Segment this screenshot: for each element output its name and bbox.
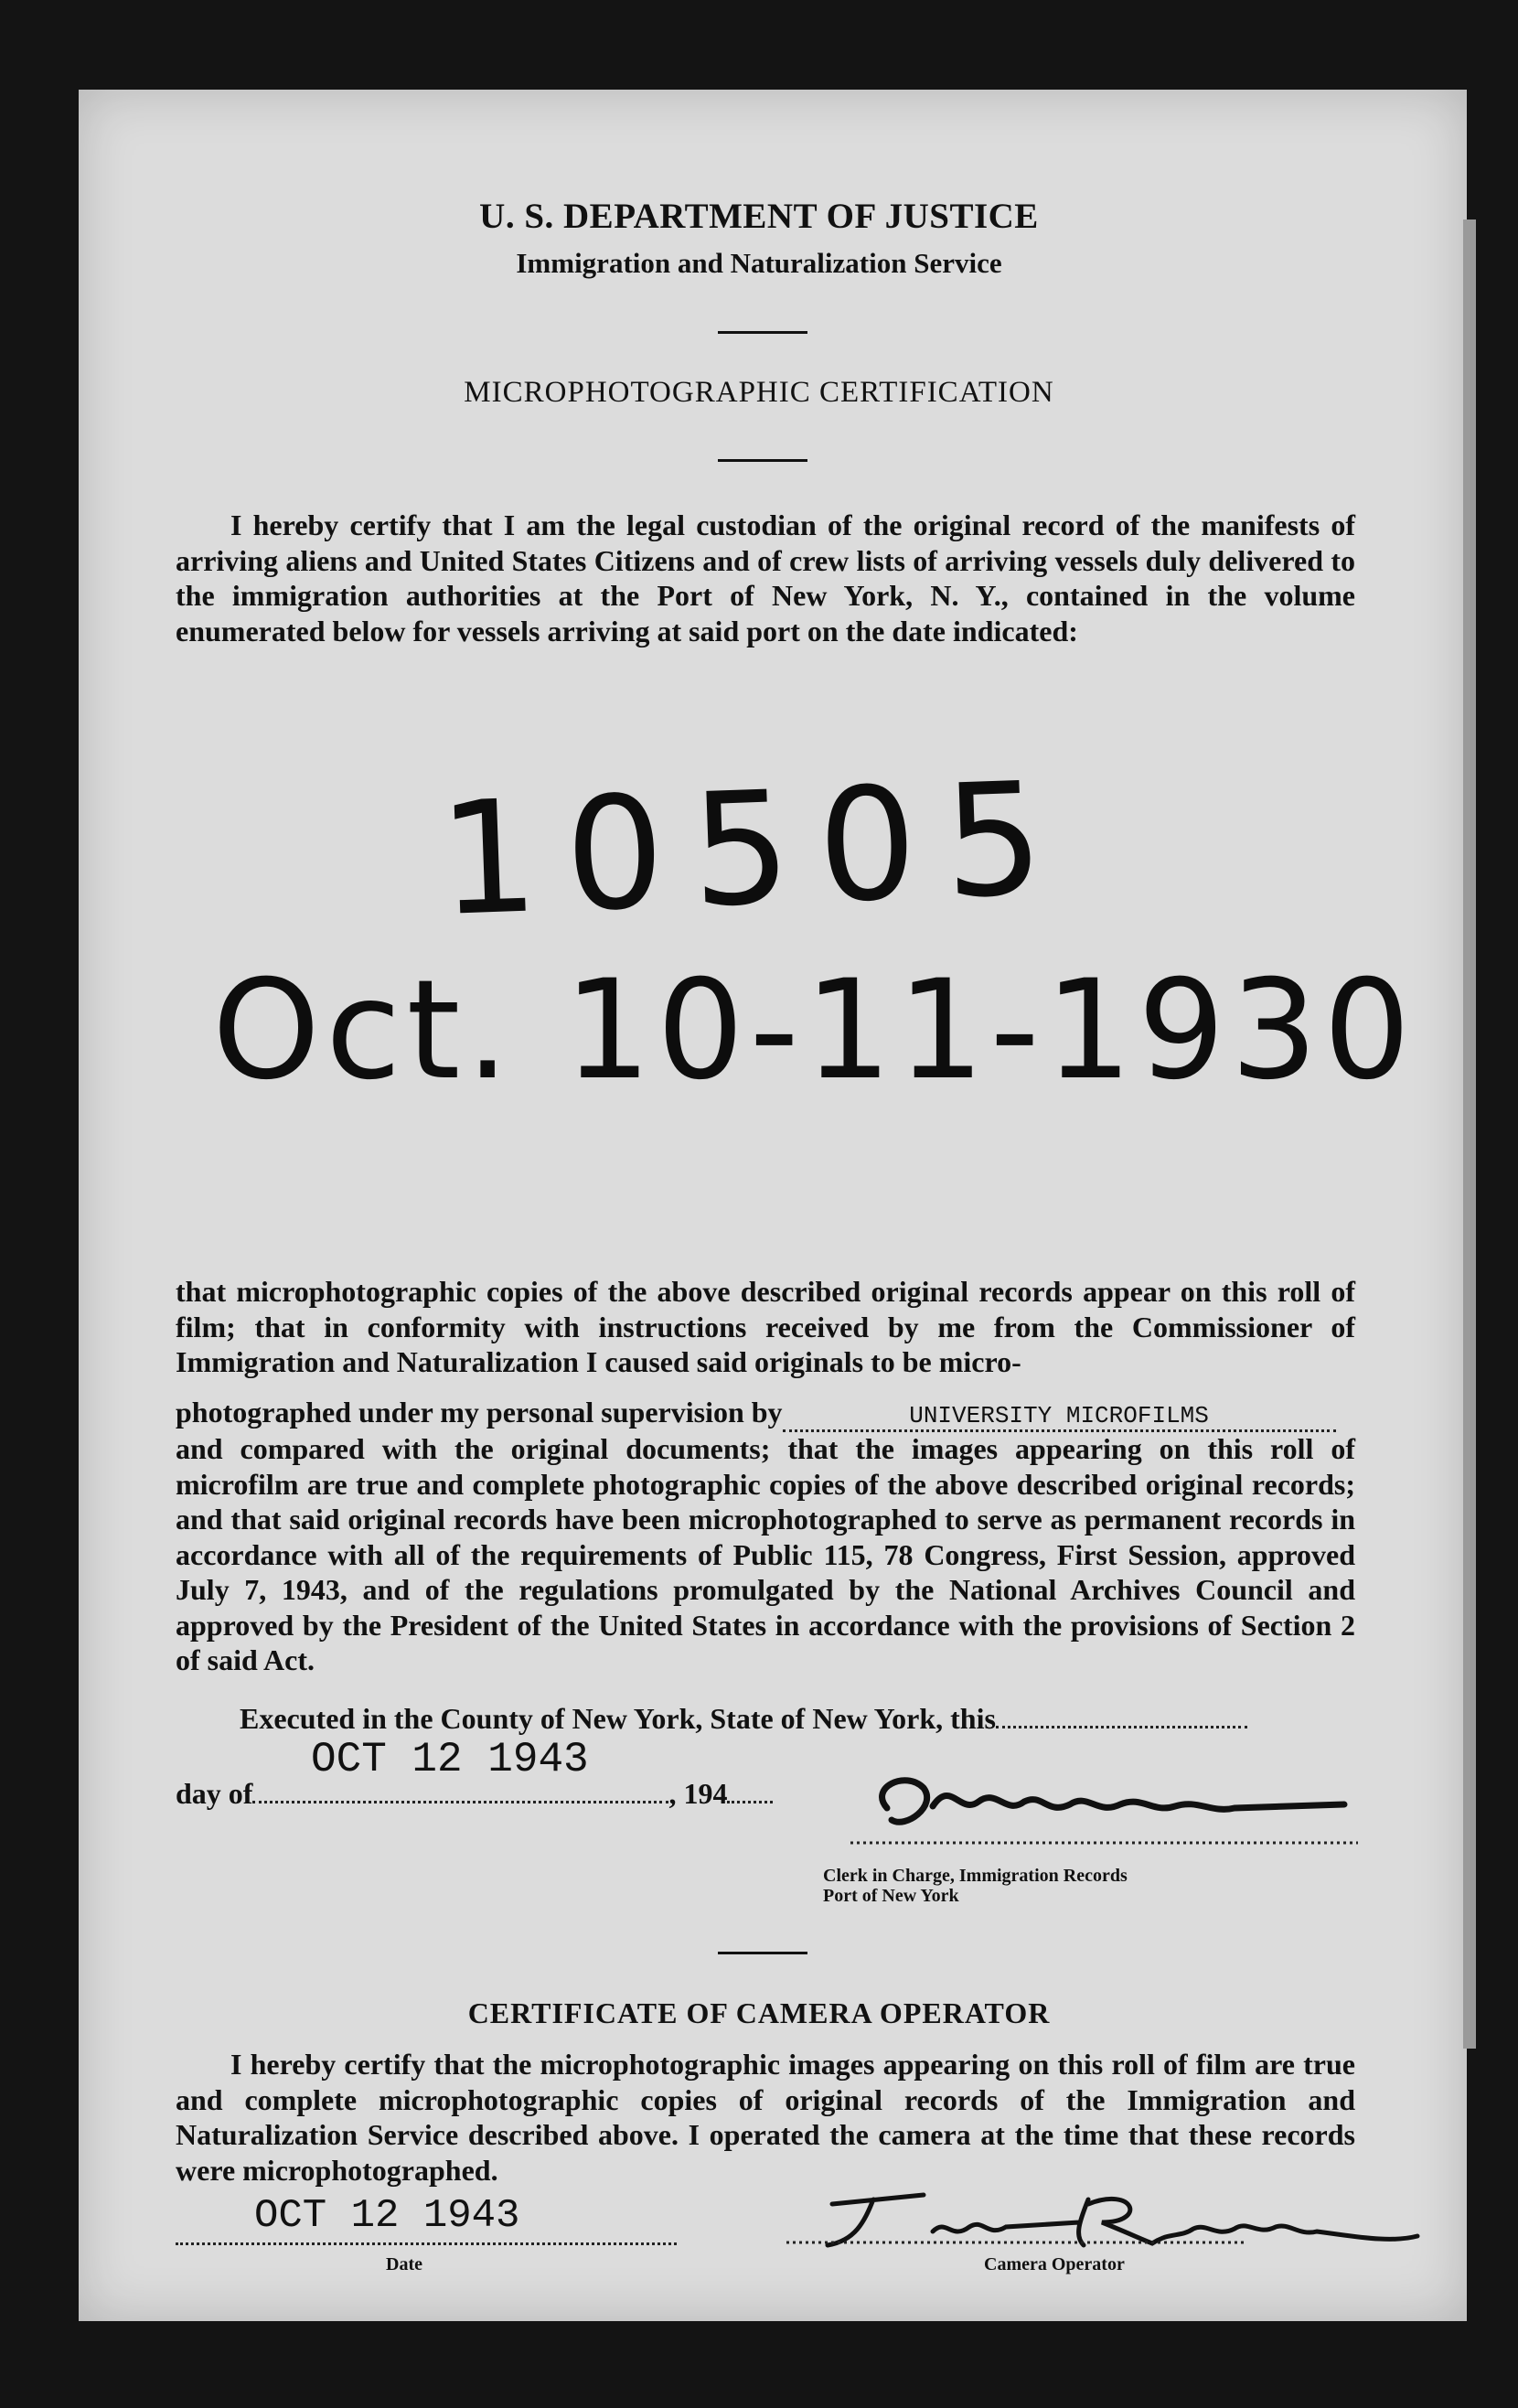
year-prefix: , 194 [668,1777,728,1810]
body-paragraph-2: and compared with the original documents; that the images appearing on this roll of microfilm are true and complete photographic copies of the above described original records; and that said original records have been microphotographed to serve as permanent records in accordance with all of the requirements of Public 115, 78 Congress, First Session, approved July 7, 1943, and of the regulations promulgated by the National Archives Council and approved by the President of the United States in accordance with the provisions of Section 2 of said Act. [176,1432,1355,1676]
intro-paragraph: I hereby certify that I am the legal custodian of the original record of the manifests of arriving aliens and United States Citizens and of crew lists of arriving vessels duly delivered to the immigration authorities at the Port of New York, N. Y., contained in the volume enumerated below for vessels arriving at said port on the date indicated: [176,508,1355,647]
document-page [79,90,1467,2321]
operator-label: Camera Operator [984,2254,1125,2274]
body-paragraph-1: that microphotographic copies of the above described original records appear on this roll of film; that in conformity with instructions received by me from the Commissioner of Immigration and Naturalization I caused said originals to be micro- [176,1275,1355,1378]
department-heading: U. S. DEPARTMENT OF JUSTICE [479,197,1039,236]
signer-title: Clerk in Charge, Immigration Records [823,1866,1128,1886]
microfilmer-prefix: photographed under my personal supervision by [176,1396,783,1429]
signer-office: Port of New York [823,1886,959,1906]
clerk-signature [850,1751,1363,1852]
divider-rule [718,1952,807,1954]
service-subheading: Immigration and Naturalization Service [516,247,1002,279]
certification-title: MICROPHOTOGRAPHIC CERTIFICATION [464,376,1054,409]
camera-date-stamp: OCT 12 1943 [254,2193,520,2239]
divider-rule [718,331,807,334]
microfilmer-name: UNIVERSITY MICROFILMS [909,1402,1209,1429]
microfilmer-line [176,1396,1336,1432]
camera-certificate-title: CERTIFICATE OF CAMERA OPERATOR [467,1996,1051,2029]
date-label: Date [386,2254,422,2274]
executed-line [240,1702,1247,1736]
day-of-label: day of [176,1777,253,1810]
executed-text: Executed in the County of New York, State of New York, this [240,1702,996,1735]
operator-signature [786,2181,1427,2254]
camera-certificate-paragraph: I hereby certify that the microphotographic images appearing on this roll of film are true and complete microphotographic copies of original records of the Immigration and Naturalization Service described above. I operated the camera at the time that these records were microphotographed. [176,2048,1355,2187]
execution-date-stamp: OCT 12 1943 [311,1736,589,1783]
divider-rule [718,459,807,462]
page-edge [1463,219,1476,2049]
handwritten-date-range: Oct. 10-11-1930 [212,951,1416,1110]
date-underline [176,2242,677,2245]
handwritten-volume-number: 10505 [435,748,1074,951]
